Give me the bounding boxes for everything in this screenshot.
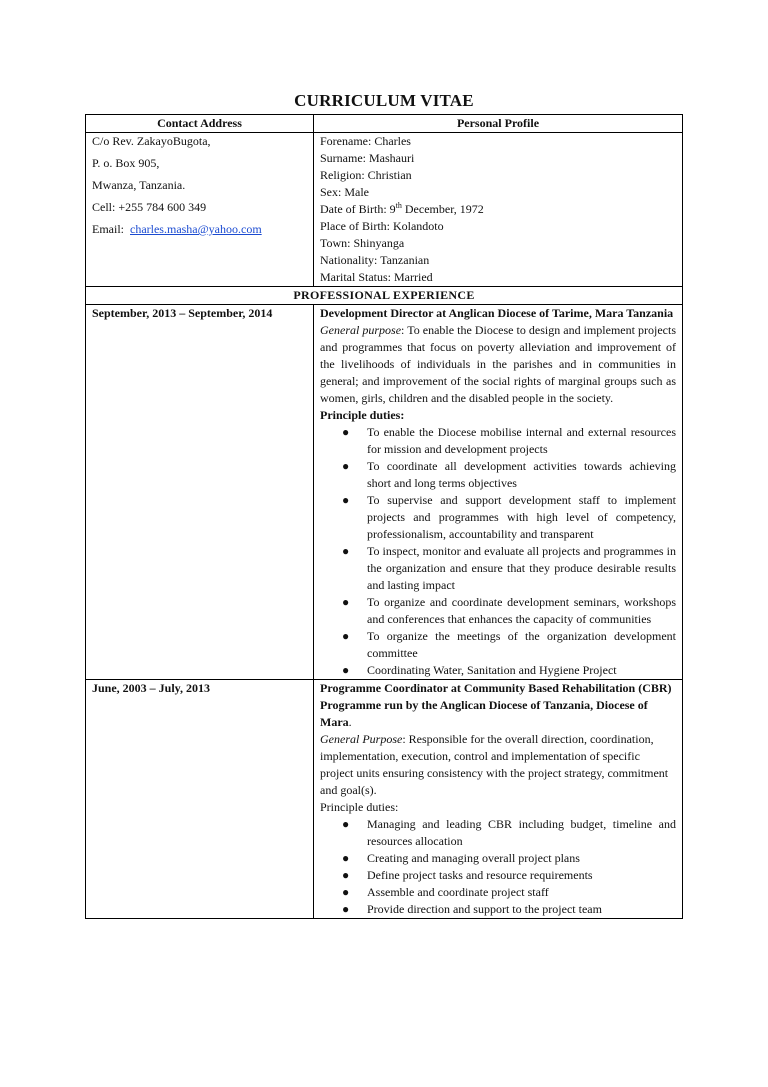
bullet-icon: ● [342, 425, 350, 439]
bullet-icon: ● [342, 851, 350, 865]
date-of-birth: Date of Birth: 9th December, 1972 [320, 201, 484, 216]
marital-status: Marital Status: Married [320, 270, 433, 284]
town: Town: Shinyanga [320, 236, 405, 250]
bullet-icon: ● [342, 544, 350, 558]
list-item: ● To inspect, monitor and evaluate all projects and programmes in the organization and ensure that they produce desirable results and lasting impact [342, 544, 676, 592]
duties-heading: Principle duties: [320, 800, 399, 814]
duties-heading: Principle duties: [320, 408, 405, 422]
contact-email-row [92, 221, 307, 238]
job-date-cell [86, 305, 314, 680]
list-item: ● To supervise and support development staff to implement projects and programmes with high level of competency, professionalism, accountability and transparent [342, 493, 676, 541]
bullet-icon: ● [342, 629, 350, 643]
place-of-birth: Place of Birth: Kolandoto [320, 219, 444, 233]
forename: Forename: Charles [320, 134, 411, 148]
bullet-icon: ● [342, 459, 350, 473]
bullet-icon: ● [342, 817, 350, 831]
list-item: ● Assemble and coordinate project staff [342, 885, 549, 899]
personal-profile-cell [314, 133, 683, 287]
bullet-icon: ● [342, 663, 350, 677]
list-item: ● To coordinate all development activities towards achieving short and long terms objectives [342, 459, 676, 490]
duties-list [320, 424, 676, 679]
bullet-icon: ● [342, 868, 350, 882]
bullet-icon: ● [342, 493, 350, 507]
contact-line: P. o. Box 905, [92, 156, 160, 170]
section-title: PROFESSIONAL EXPERIENCE [86, 287, 683, 305]
duties-list [320, 816, 676, 918]
contact-address-cell [86, 133, 314, 287]
bullet-icon: ● [342, 885, 350, 899]
contact-line: Mwanza, Tanzania. [92, 178, 186, 192]
list-item: ● Creating and managing overall project plans [342, 851, 580, 865]
bullet-icon: ● [342, 595, 350, 609]
contact-address-header: Contact Address [86, 115, 314, 133]
personal-profile-header: Personal Profile [314, 115, 683, 133]
job-date-cell [86, 680, 314, 919]
job-date: June, 2003 – July, 2013 [92, 681, 211, 695]
job-date: September, 2013 – September, 2014 [92, 306, 273, 320]
job-title: Programme Coordinator at Community Based Rehabilitation (CBR) Programme run by the Anglican Diocese of Tanzania, Diocese of Mara. [320, 681, 672, 729]
list-item: ● To organize and coordinate development seminars, workshops and conferences that enhances the capacity of communities [342, 595, 676, 626]
email-label: Email: [92, 222, 124, 236]
cv-table [85, 114, 683, 919]
job-purpose: General Purpose: Responsible for the overall direction, coordination, implementation, execution, control and implementation of specific project units ensuring consistency with the project strategy, commitment and goal(s). [320, 732, 669, 797]
page-title: CURRICULUM VITAE [294, 91, 474, 110]
sex: Sex: Male [320, 185, 369, 199]
surname: Surname: Mashauri [320, 151, 415, 165]
job-detail-cell [314, 680, 683, 919]
nationality: Nationality: Tanzanian [320, 253, 430, 267]
religion: Religion: Christian [320, 168, 412, 182]
job-purpose: General purpose: To enable the Diocese to design and implement projects and programmes that focus on poverty alleviation and improvement of the livelihoods of individuals in the parishes and in communities in general; and improvement of the social rights of marginal groups such as women, girls, children and the disabled people in the society. [320, 323, 676, 405]
bullet-icon: ● [342, 902, 350, 916]
email-link[interactable]: charles.masha@yahoo.com [130, 222, 262, 236]
list-item: ● Managing and leading CBR including budget, timeline and resources allocation [342, 817, 676, 848]
contact-phone: Cell: +255 784 600 349 [92, 200, 207, 214]
job-title: Development Director at Anglican Diocese of Tarime, Mara Tanzania [320, 306, 674, 320]
list-item: ● To organize the meetings of the organization development committee [342, 629, 676, 660]
list-item: ● Coordinating Water, Sanitation and Hygiene Project [342, 663, 617, 677]
list-item: ● Define project tasks and resource requirements [342, 868, 593, 882]
list-item: ● To enable the Diocese mobilise internal and external resources for mission and development projects [342, 425, 676, 456]
list-item: ● Provide direction and support to the project team [342, 902, 602, 916]
contact-line: C/o Rev. ZakayoBugota, [92, 134, 211, 148]
job-detail-cell [314, 305, 683, 680]
